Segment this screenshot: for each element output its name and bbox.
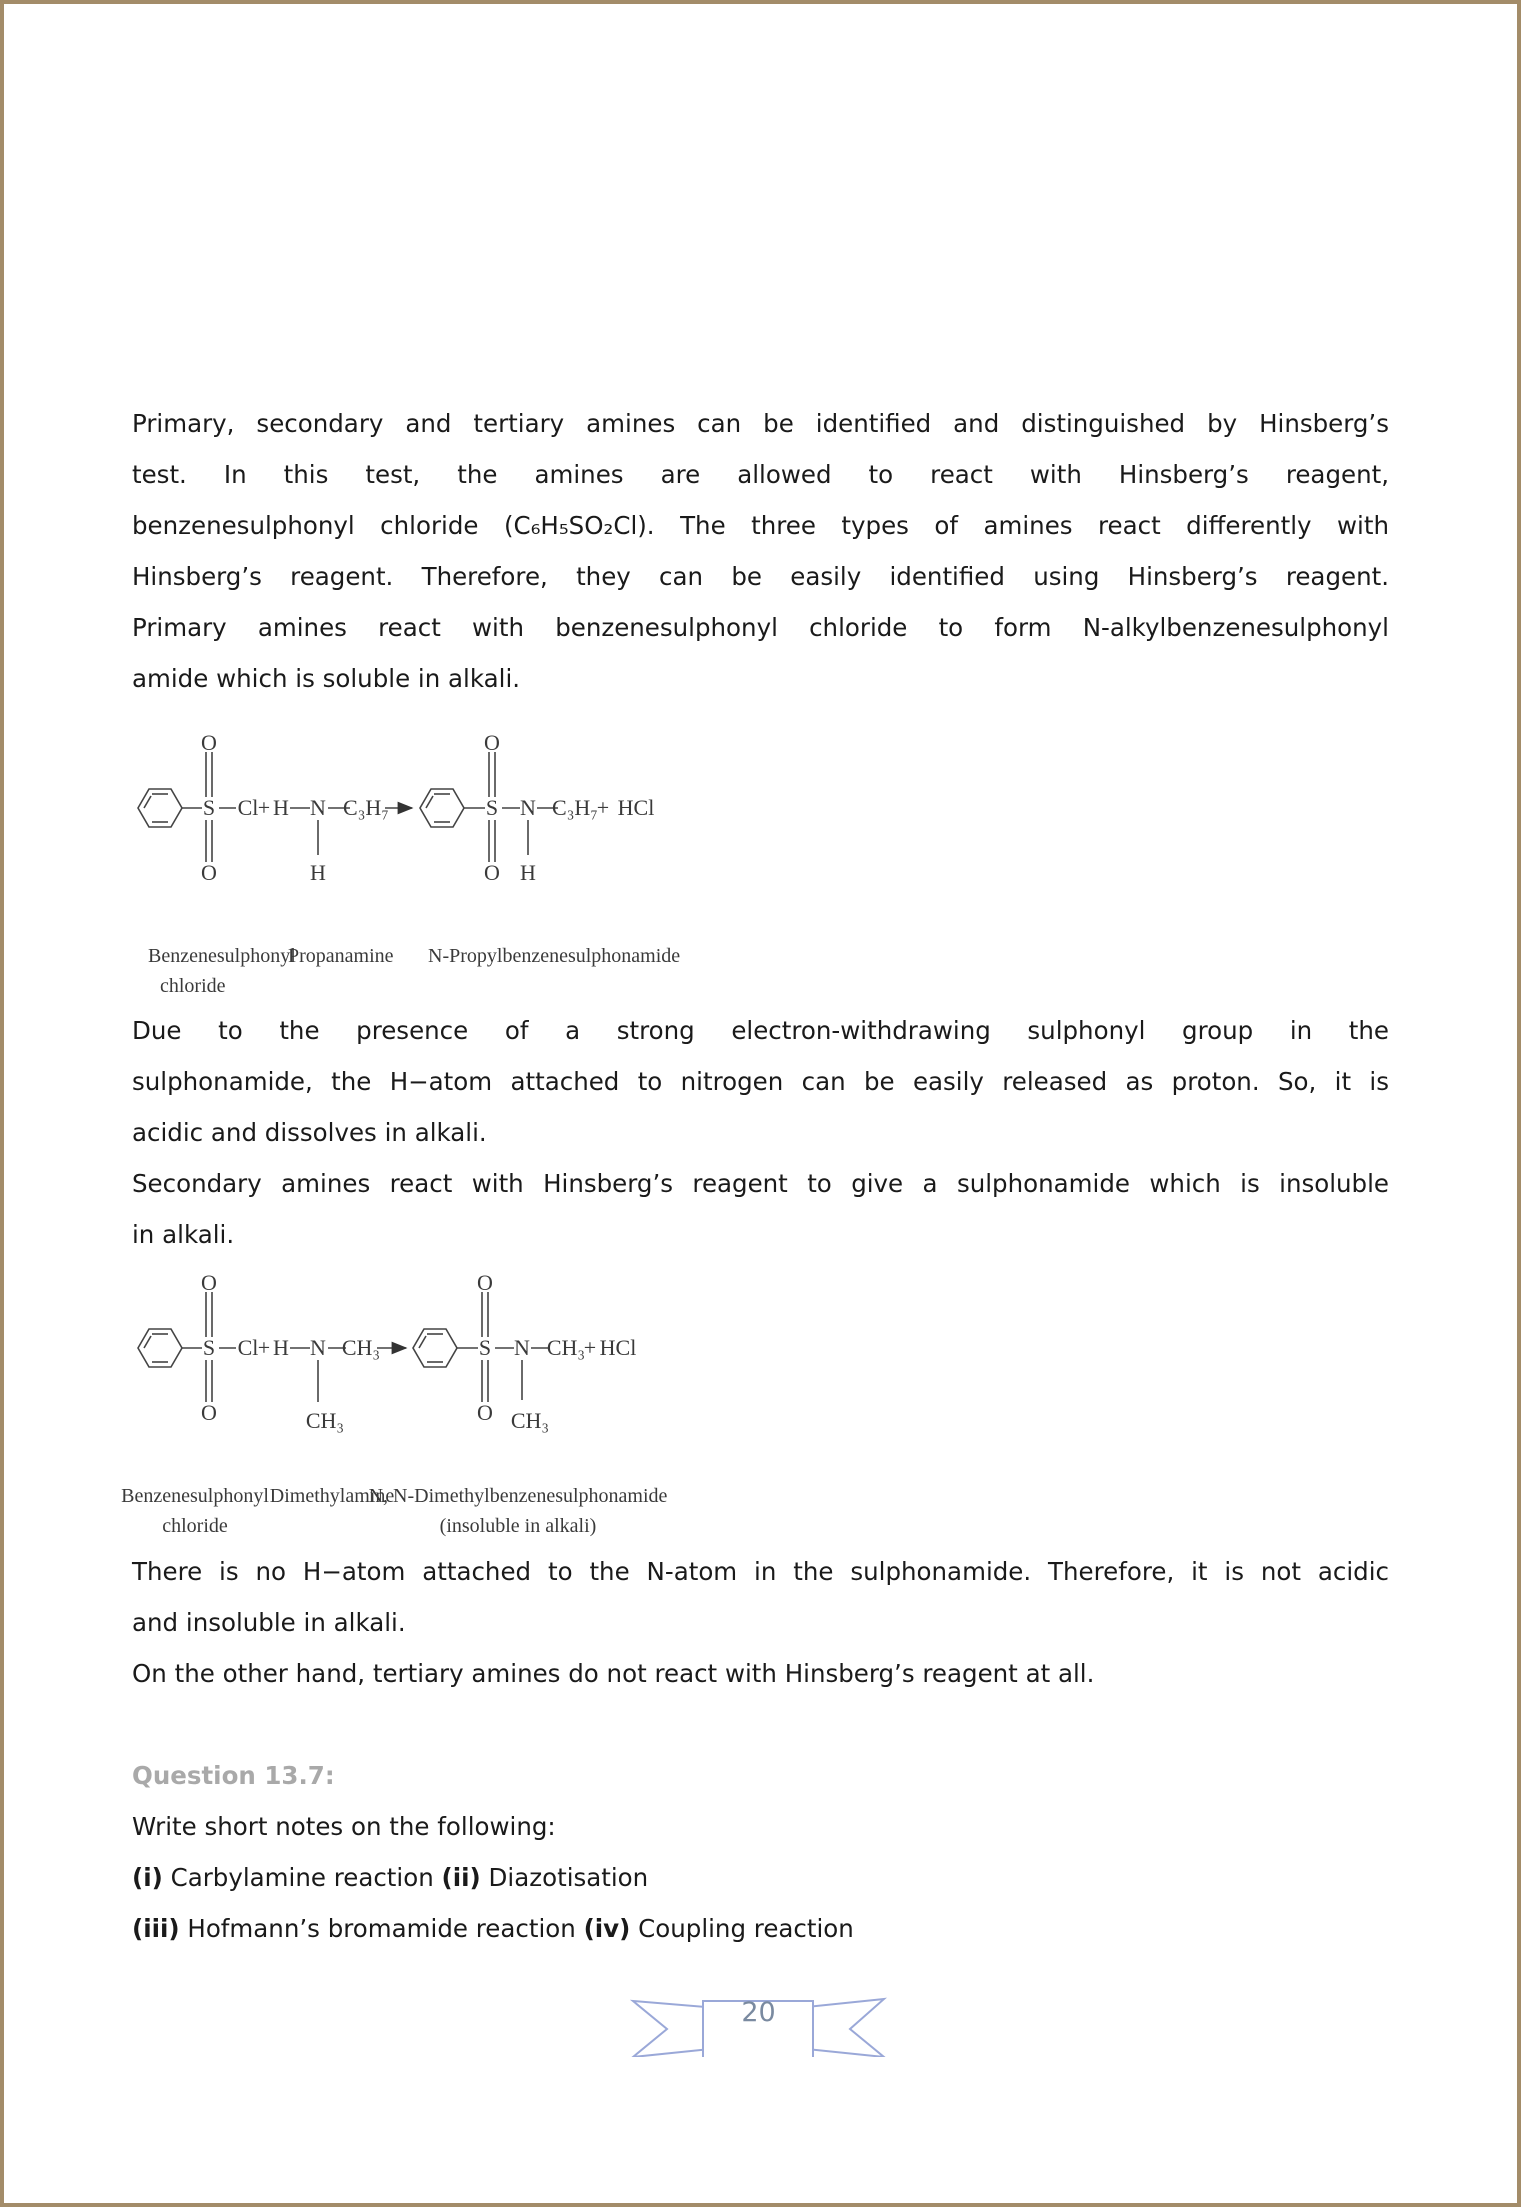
question-prompt: Write short notes on the following: <box>132 1812 556 1841</box>
atom-label: H <box>273 795 289 820</box>
atom-label: O <box>477 1400 493 1425</box>
atom-label: N <box>310 795 326 820</box>
text-line: Due to the presence of a strong electron-withdrawing sulphonyl group in the <box>132 1016 1389 1045</box>
text-line: sulphonamide, the H−atom attached to nitrogen can be easily released as proton. So, it is <box>132 1067 1389 1096</box>
compound-name: Benzenesulphonyl <box>148 945 296 967</box>
atom-label: N <box>310 1335 326 1360</box>
compound-name: N, N-Dimethylbenzenesulphonamide <box>368 1485 668 1507</box>
text-line: On the other hand, tertiary amines do not react with Hinsberg’s reagent at all. <box>132 1659 1095 1688</box>
compound-name: N-Propylbenzenesulphonamide <box>428 945 681 967</box>
atom-label: O <box>201 1400 217 1425</box>
text-line: Primary amines react with benzenesulphonyl chloride to form N-alkylbenzenesulphonyl <box>132 613 1389 642</box>
page-number-banner <box>615 1977 902 2057</box>
group-label: HCl <box>617 795 655 820</box>
atom-label: O <box>201 730 217 755</box>
text-line: in alkali. <box>132 1220 235 1249</box>
text-line: test. In this test, the amines are allowed to react with Hinsberg’s reagent, <box>132 460 1389 489</box>
reaction-secondary-names <box>121 1485 667 1537</box>
compound-name: Dimethylamine <box>269 1485 395 1507</box>
item-number: (iii) <box>132 1914 180 1943</box>
compound-name: chloride <box>162 1515 228 1537</box>
group-label: CH₃ <box>341 1335 381 1360</box>
atom-label: O <box>484 860 500 885</box>
text-line: Primary, secondary and tertiary amines can be identified and distinguished by Hinsberg’s <box>132 409 1389 438</box>
question-items-line <box>132 1903 1389 1954</box>
benzene-ring-icon <box>138 789 182 827</box>
text-line: benzenesulphonyl chloride (C₆H₅SO₂Cl). The three types of amines react differently with <box>132 511 1389 540</box>
atom-label: N <box>514 1335 530 1360</box>
atom-label: N <box>520 795 536 820</box>
atom-label: S <box>202 795 216 820</box>
paragraph-secondary-conclusion <box>132 1546 1389 1699</box>
text-line: There is no H−atom attached to the N-atom in the sulphonamide. Therefore, it is not acidic <box>132 1557 1389 1586</box>
reaction-primary-labels <box>201 730 654 885</box>
question-section <box>132 1750 1389 1954</box>
compound-name: (insoluble in alkali) <box>439 1515 597 1537</box>
benzene-ring-icon <box>413 1329 457 1367</box>
item-text: Diazotisation <box>488 1863 649 1892</box>
group-label: CH₃ <box>546 1335 586 1360</box>
atom-label: O <box>201 1270 217 1295</box>
atom-label: H <box>310 860 326 885</box>
text-line: acidic and dissolves in alkali. <box>132 1118 487 1147</box>
text-line: Secondary amines react with Hinsberg’s reagent to give a sulphonamide which is insoluble <box>132 1169 1389 1198</box>
group-label: CH₃ <box>305 1408 345 1433</box>
benzene-ring-icon <box>138 1329 182 1367</box>
plus-sign: + <box>257 795 271 820</box>
text-line: amide which is soluble in alkali. <box>132 664 521 693</box>
item-text: Coupling reaction <box>638 1914 854 1943</box>
plus-sign: + <box>583 1335 597 1360</box>
atom-label: S <box>202 1335 216 1360</box>
compound-name: Benzenesulphonyl <box>121 1485 269 1507</box>
item-number: (ii) <box>441 1863 481 1892</box>
group-label: CH₃ <box>510 1408 550 1433</box>
item-number: (i) <box>132 1863 163 1892</box>
page-number: 20 <box>741 1997 776 2028</box>
text-line: Hinsberg’s reagent. Therefore, they can be easily identified using Hinsberg’s reagent. <box>132 562 1389 591</box>
group-label: C₃H₇ <box>552 795 598 820</box>
atom-label: H <box>273 1335 289 1360</box>
question-heading: Question 13.7: <box>132 1761 335 1790</box>
item-number: (iv) <box>583 1914 631 1943</box>
compound-name: Propanamine <box>288 945 394 967</box>
atom-label: H <box>520 860 536 885</box>
atom-label: O <box>477 1270 493 1295</box>
compound-name: chloride <box>160 975 226 997</box>
atom-label: S <box>485 795 499 820</box>
item-text: Carbylamine reaction <box>170 1863 434 1892</box>
text-line: and insoluble in alkali. <box>132 1608 406 1637</box>
plus-sign: + <box>257 1335 271 1360</box>
paragraph-acidic-sulphonamide <box>132 1005 1389 1260</box>
atom-label: Cl <box>237 795 259 820</box>
atom-label: S <box>478 1335 492 1360</box>
item-text: Hofmann’s bromamide reaction <box>187 1914 576 1943</box>
benzene-ring-icon <box>420 789 464 827</box>
atom-label: Cl <box>237 1335 259 1360</box>
atom-label: O <box>201 860 217 885</box>
reaction-secondary-labels <box>201 1270 636 1433</box>
group-label: HCl <box>599 1335 637 1360</box>
group-label: C₃H₇ <box>343 795 389 820</box>
reaction-primary-names <box>148 945 680 997</box>
atom-label: O <box>484 730 500 755</box>
plus-sign: + <box>596 795 610 820</box>
question-items-line <box>132 1852 1389 1903</box>
